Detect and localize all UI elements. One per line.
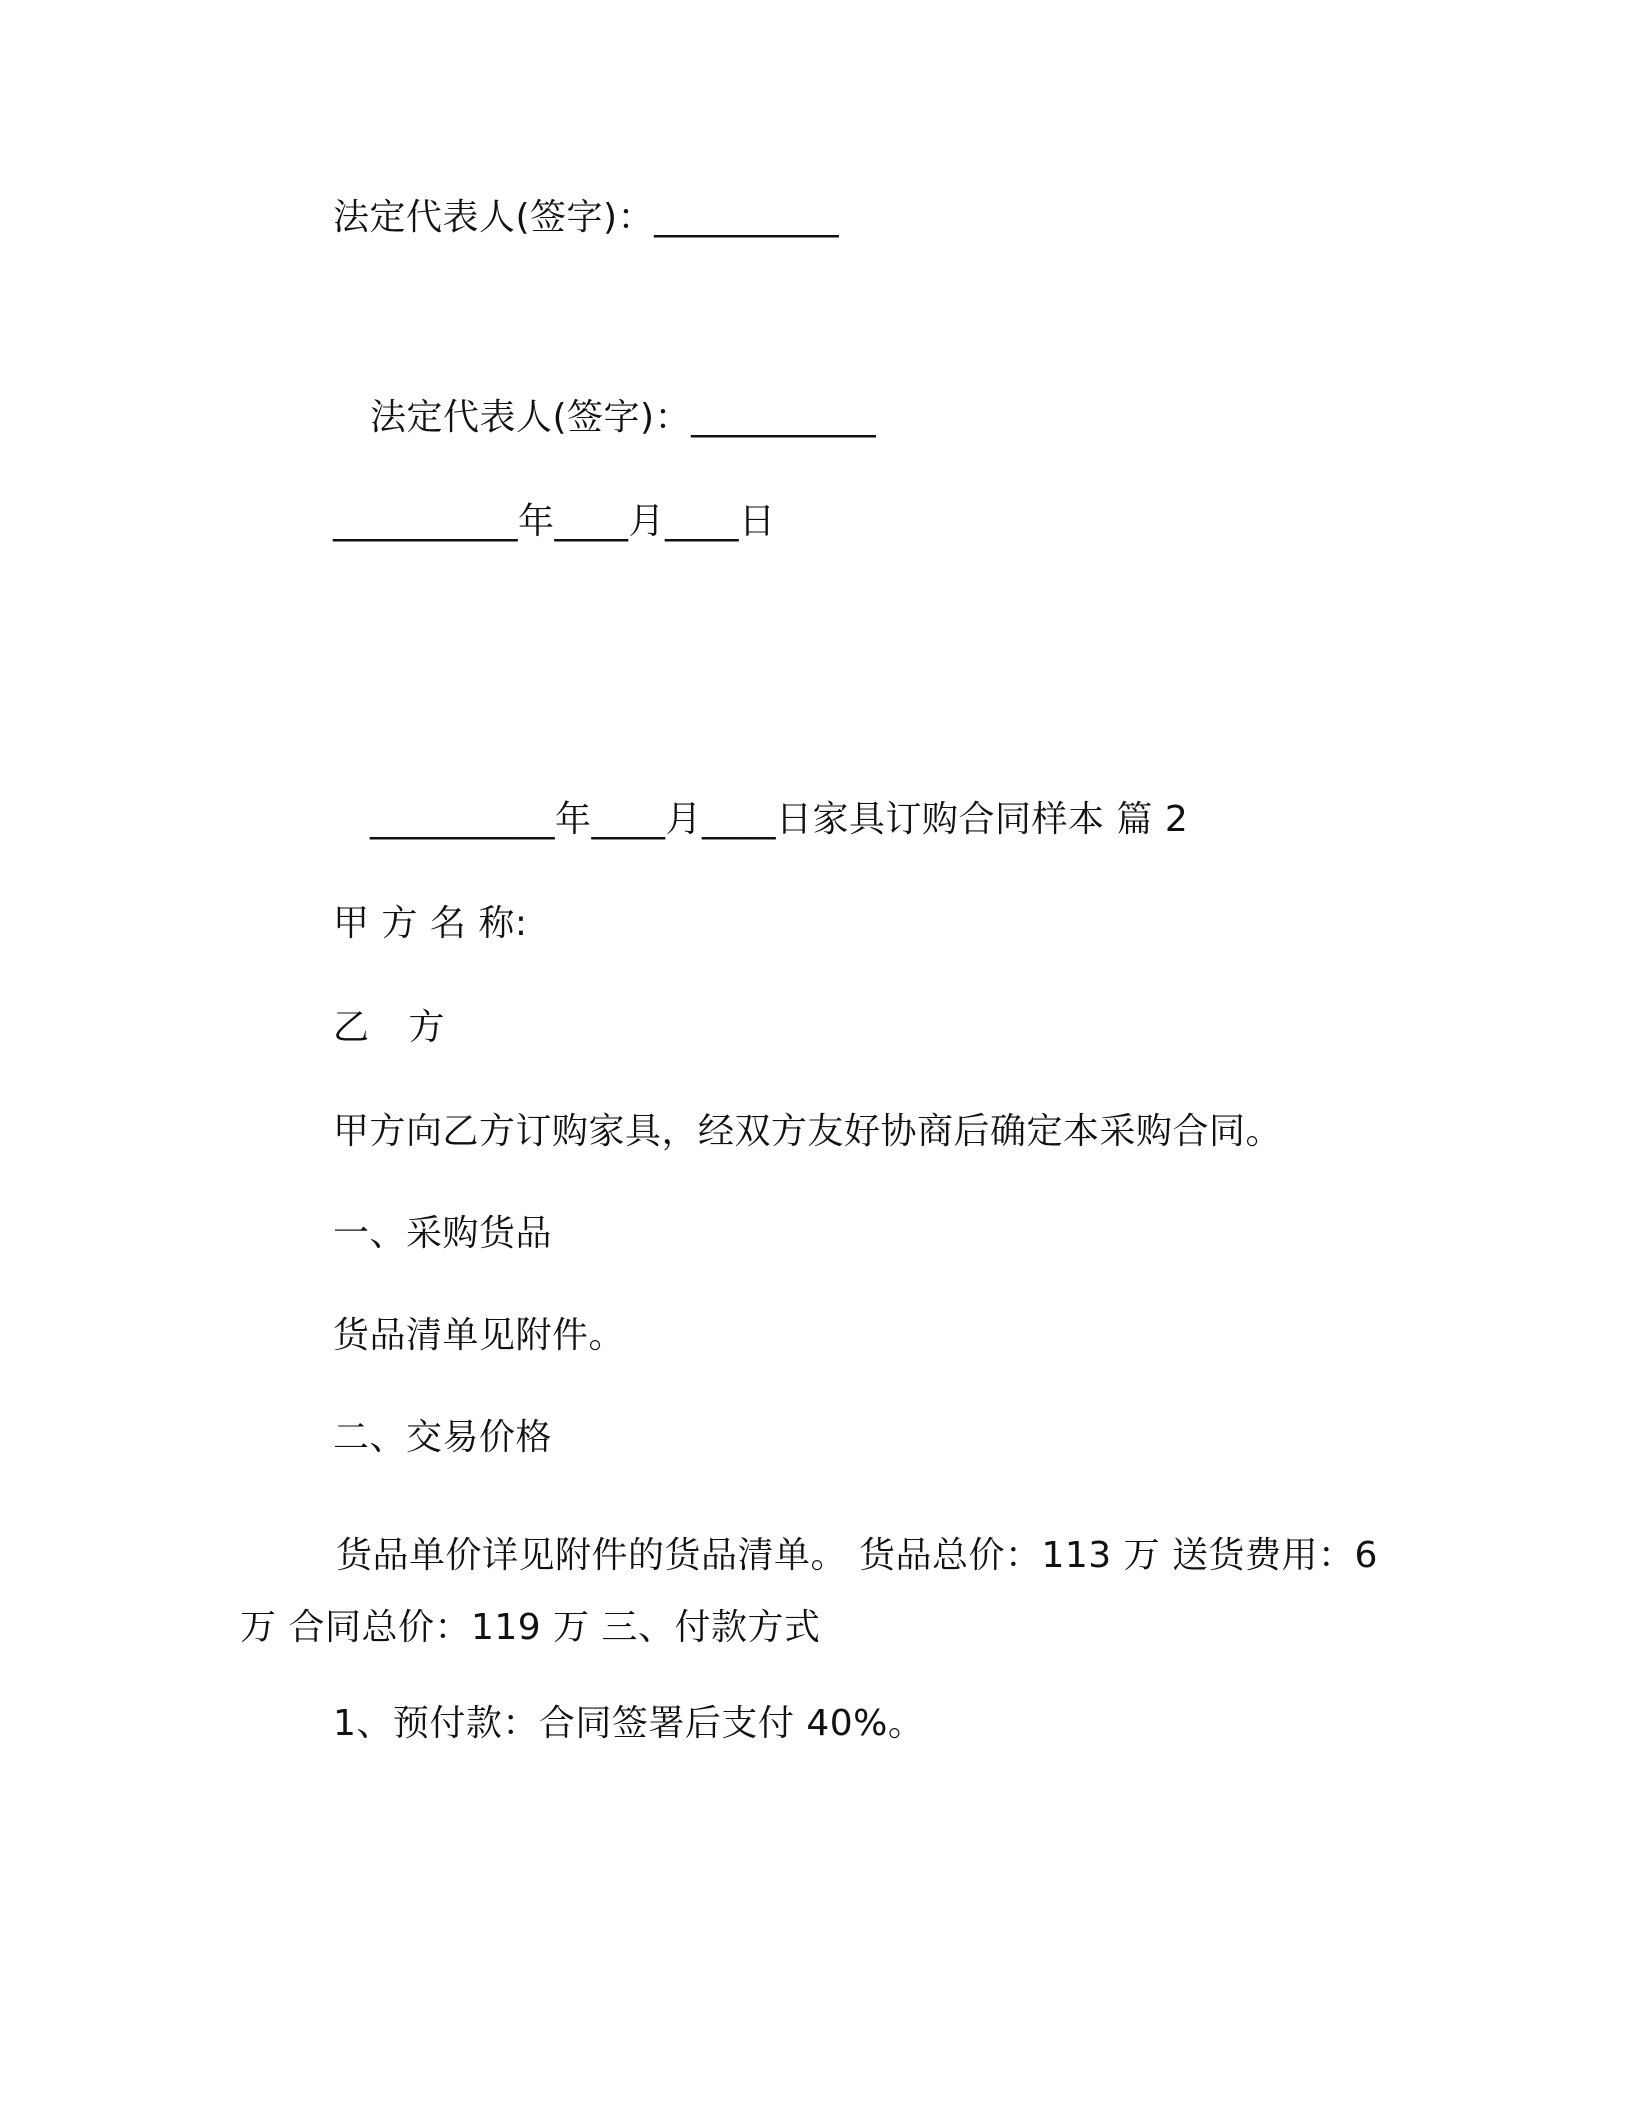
payment-item-1: 1、预付款：合同签署后支付 40%。 — [333, 1703, 925, 1744]
party-a-representative-signature: 法定代表人(签字)：__________ — [333, 197, 840, 238]
contract-title: __________年____月____日家具订购合同样本 篇 2 — [370, 799, 1189, 840]
party-b-label: 乙 方 — [333, 1007, 459, 1048]
section2-body: 货品单价详见附件的货品清单。 货品总价：113 万 送货费用：6 万 合同总价：119 万 三、付款方式 — [240, 1535, 1378, 1648]
party-a-name-label: 甲 方 名 称: — [333, 903, 528, 944]
section1-heading: 一、采购货品 — [333, 1213, 553, 1254]
section2-heading: 二、交易价格 — [333, 1417, 553, 1458]
party-b-representative-signature: 法定代表人(签字)：__________ — [370, 397, 877, 438]
contract-intro: 甲方向乙方订购家具，经双方友好协商后确定本采购合同。 — [333, 1111, 1283, 1152]
signature-date-line: __________年____月____日 — [333, 501, 776, 542]
section1-body: 货品清单见附件。 — [333, 1315, 626, 1356]
